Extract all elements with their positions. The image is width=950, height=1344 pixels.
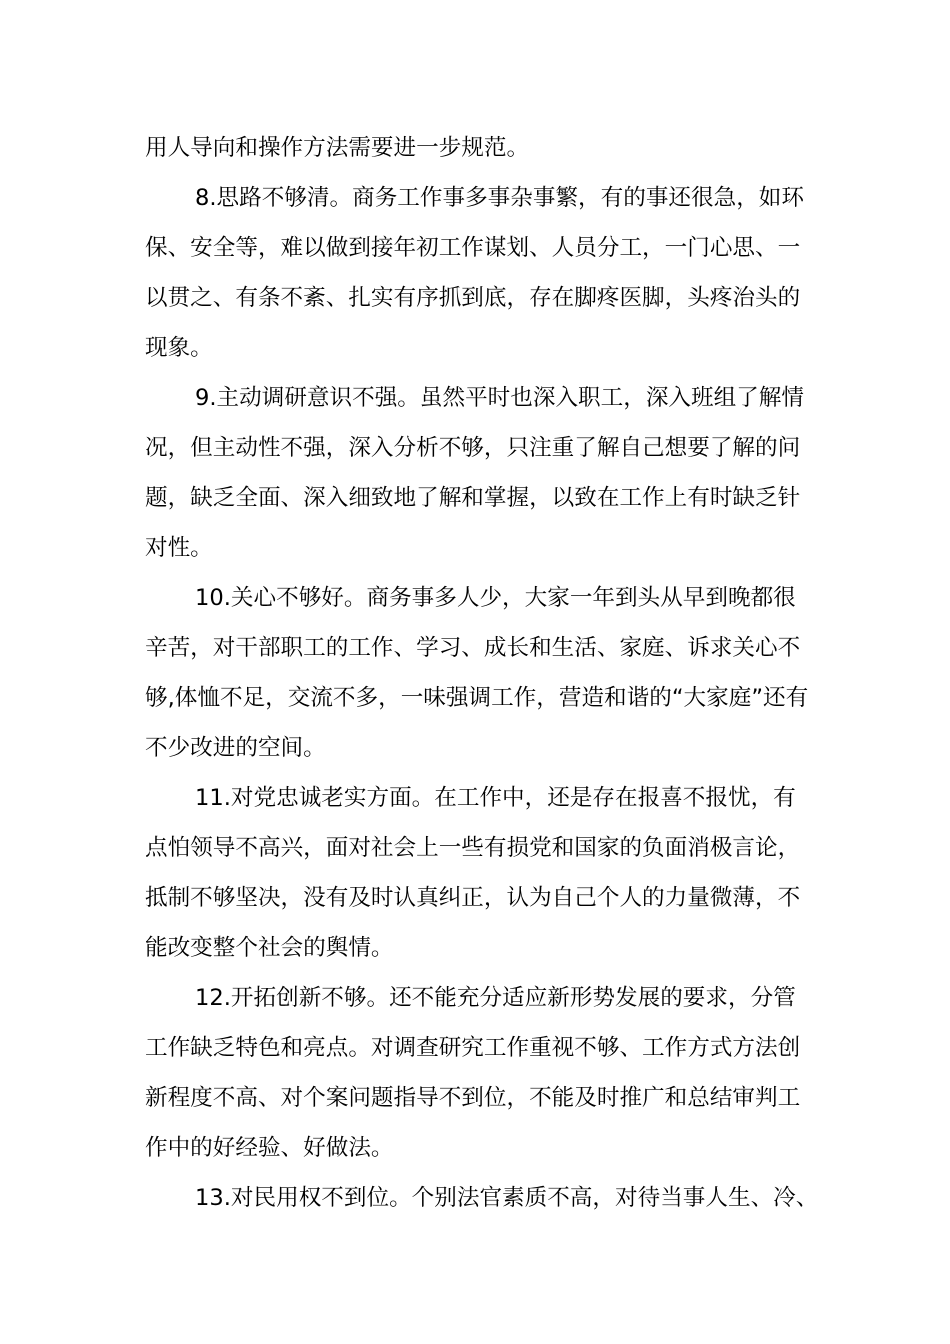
text-line: 够,体恤不足，交流不多，一味强调工作，营造和谐的“大家庭”还有: [145, 685, 809, 711]
paragraph-11-line: 11.对党忠诚老实方面。在工作中，还是存在报喜不报忧，有: [195, 785, 796, 811]
text-line: 工作缺乏特色和亮点。对调查研究工作重视不够、工作方式方法创: [145, 1035, 801, 1061]
text-line: 新程度不高、对个案问题指导不到位，不能及时推广和总结审判工: [145, 1085, 801, 1111]
text-line: 况，但主动性不强，深入分析不够，只注重了解自己想要了解的问: [145, 435, 801, 461]
paragraph-8-line: 8.思路不够清。商务工作事多事杂事繁，有的事还很急，如环: [195, 185, 804, 211]
paragraph-10-line: 10.关心不够好。商务事多人少，大家一年到头从早到晚都很: [195, 585, 796, 611]
text-line: 用人导向和操作方法需要进一步规范。: [145, 135, 530, 161]
text-line: 作中的好经验、好做法。: [145, 1135, 394, 1161]
paragraph-12-line: 12.开拓创新不够。还不能充分适应新形势发展的要求，分管: [195, 985, 796, 1011]
text-line: 点怕领导不高兴，面对社会上一些有损党和国家的负面消极言论，: [145, 835, 801, 861]
text-line: 题，缺乏全面、深入细致地了解和掌握，以致在工作上有时缺乏针: [145, 485, 801, 511]
paragraph-9-line: 9.主动调研意识不强。虽然平时也深入职工，深入班组了解情: [195, 385, 804, 411]
text-line: 保、安全等，难以做到接年初工作谋划、人员分工，一门心思、一: [145, 235, 801, 261]
text-line: 现象。: [145, 335, 213, 361]
text-line: 抵制不够坚决，没有及时认真纠正，认为自己个人的力量微薄，不: [145, 885, 801, 911]
text-line: 辛苦，对干部职工的工作、学习、成长和生活、家庭、诉求关心不: [145, 635, 801, 661]
text-line: 以贯之、有条不紊、扎实有序抓到底，存在脚疼医脚，头疼治头的: [145, 285, 801, 311]
text-line: 对性。: [145, 535, 213, 561]
text-line: 能改变整个社会的舆情。: [145, 935, 394, 961]
paragraph-13-line: 13.对民用权不到位。个别法官素质不高，对待当事人生、冷、: [195, 1185, 819, 1211]
text-line: 不少改进的空间。: [145, 735, 326, 761]
